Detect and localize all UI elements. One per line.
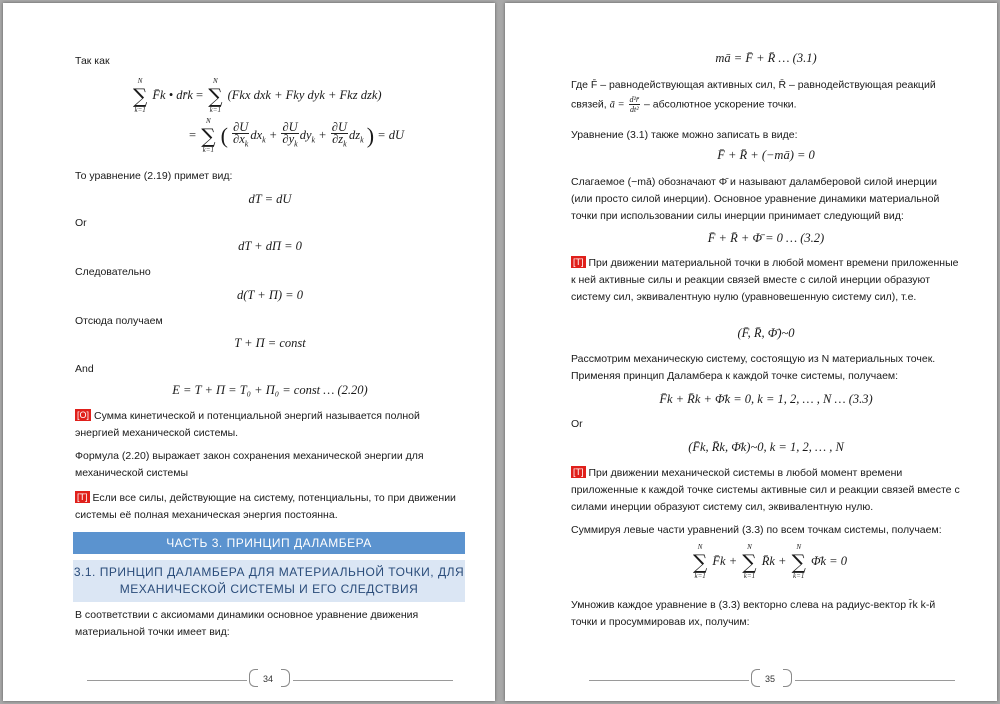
equation-sum-system: N ∑ k=1 F̄k + N ∑ k=1 R̄k + N ∑ k=1 Φ̄k = 0 xyxy=(693,543,847,580)
theorem-marker: [T] xyxy=(77,492,88,502)
paragraph-consider: Рассмотрим механическую систему, состоящую из N материальных точек. Применяя принцип Даламбера к каждой точке системы, получаем: xyxy=(571,353,936,382)
definition-marker: [O] xyxy=(77,410,90,420)
paragraph-consequently: Следовательно xyxy=(75,266,151,278)
paragraph-also: Уравнение (3.1) также можно записать в виде: xyxy=(571,129,798,141)
paragraph-inertia-term: Слагаемое (−mā) обозначают Φ̄ и называют даламберовой силой инерции (или просто силой инерции). Основное уравнение динамики материальной точки при использовании силы инерции принимает следующий вид: xyxy=(571,176,940,222)
equation-3-2: F̄ + R̄ + Φ̄ = 0 … (3.2) xyxy=(707,231,825,245)
paragraph-theorem-system: [T] При движении механической системы в любой момент времени приложенные к каждой точке системы активные сил и реакции связей вместе с силами инерции образуют систему сил, эквивалентную нулю. xyxy=(571,467,960,513)
sum-symbol: N ∑ k=1 xyxy=(742,543,757,580)
footer-rule-right xyxy=(795,680,955,681)
sum-symbol: N ∑ k=1 xyxy=(133,77,148,114)
subsection-title-bar: 3.1. ПРИНЦИП ДАЛАМБЕРА ДЛЯ МАТЕРИАЛЬНОЙ ТОЧКИ, ДЛЯ МЕХАНИЧЕСКОЙ СИСТЕМЫ И ЕГО СЛЕДСТВИЯ xyxy=(73,560,465,602)
equation-equivalence-k: (F̄k, R̄k, Φ̄k)~0, k = 1, 2, … , N xyxy=(688,440,844,454)
footer-rule-left xyxy=(87,680,247,681)
page-number-bracket-right xyxy=(281,669,290,687)
theorem-marker: [T] xyxy=(573,467,584,477)
paragraph-equation-form: То уравнение (2.19) примет вид: xyxy=(75,170,233,182)
equation-sum-line-1: N ∑ k=1 F̄k • dr̄k = N ∑ k=1 (Fkx dxk + Fky dyk + Fkz dzk) xyxy=(133,77,382,114)
paragraph-or: Or xyxy=(75,217,87,229)
equation-3-3: F̄k + R̄k + Φ̄k = 0, k = 1, 2, … , N … (3.3) xyxy=(659,392,873,406)
equation-energy-2-20: E = T + Π = T₀ + Π₀ = const … (2.20) xyxy=(172,383,368,397)
paragraph-axioms: В соответствии с аксиомами динамики основное уравнение движения материальной точки имеет вид: xyxy=(75,609,419,638)
equation-sum-line-2: = N ∑ k=1 ( $\frac{\partial U}{\partial x_k}$ $dx_k$ + $\frac{\partial U}{\partial y_k}$ $dy_k$ + $\frac{\partial U}{\partial z_k}$ $dz_k$ ) = dU xyxy=(189,117,405,154)
footer-rule-left xyxy=(589,680,749,681)
equation-dT-dPi: dT + dΠ = 0 xyxy=(238,239,302,253)
paragraph-where-line-1: Где F̄ – равнодействующая активных сил, R̄ – равнодействующая реакций xyxy=(571,79,936,91)
footer-rule-right xyxy=(293,680,453,681)
equation-const: T + Π = const xyxy=(234,336,306,350)
equation-dT-dU: dT = dU xyxy=(248,192,292,206)
page-number: 35 xyxy=(764,674,775,684)
page-left xyxy=(3,3,495,701)
theorem-marker: [T] xyxy=(573,257,584,267)
paragraph-or: Or xyxy=(571,418,583,430)
paragraph-formula-law: Формула (2.20) выражает закон сохранения механической энергии для механической системы xyxy=(75,450,424,479)
paragraph-multiply: Умножив каждое уравнение в (3.3) векторно слева на радиус-вектор r̄k k-й точки и просуммировав их, получим: xyxy=(571,599,936,628)
paragraph-and: And xyxy=(75,363,94,375)
sum-symbol: N ∑ k=1 xyxy=(201,117,216,154)
acceleration-fraction: $\frac{\text{d²r̄}}{\text{dt²}}$ xyxy=(629,95,640,114)
paragraph-definition-energy: [O] Сумма кинетической и потенциальной энергий называется полной энергией механической системы. xyxy=(75,410,420,439)
sum-symbol: N ∑ k=1 xyxy=(693,543,708,580)
sum-symbol: N ∑ k=1 xyxy=(208,77,223,114)
paragraph-theorem-point: [T] При движении материальной точки в любой момент времени приложенные к ней активные силы и реакции связей вместе с силой инерции образуют систему сил, эквивалентную нулю (уравновешенную систему сил), т.е. xyxy=(571,257,959,303)
equation-3-1: mā = F̄ + R̄ … (3.1) xyxy=(715,51,817,65)
page-number-bracket-right xyxy=(783,669,792,687)
sum-symbol: N ∑ k=1 xyxy=(791,543,806,580)
paragraph-where-line-2: связей, ā = $\frac{\text{d²r̄}}{\text{dt²}}$ – абсолютное ускорение точки. xyxy=(571,95,797,114)
equation-equivalence: (F̄, R̄, Φ̄)~0 xyxy=(737,326,795,340)
paragraph-summing: Суммируя левые части уравнений (3.3) по всем точкам системы, получаем: xyxy=(571,524,942,536)
page-number: 34 xyxy=(262,674,273,684)
page-right xyxy=(505,3,997,701)
equation-also: F̄ + R̄ + (−mā) = 0 xyxy=(717,148,815,162)
equation-d-T-Pi: d(T + Π) = 0 xyxy=(237,288,303,302)
paragraph-hence: Отсюда получаем xyxy=(75,315,163,327)
paragraph-theorem-potential: [T] Если все силы, действующие на систему, потенциальны, то при движении системы её полная механическая энергия постоянна. xyxy=(75,492,456,521)
paragraph-tak-kak: Так как xyxy=(75,55,110,67)
section-title-bar: ЧАСТЬ 3. ПРИНЦИП ДАЛАМБЕРА xyxy=(73,532,465,554)
